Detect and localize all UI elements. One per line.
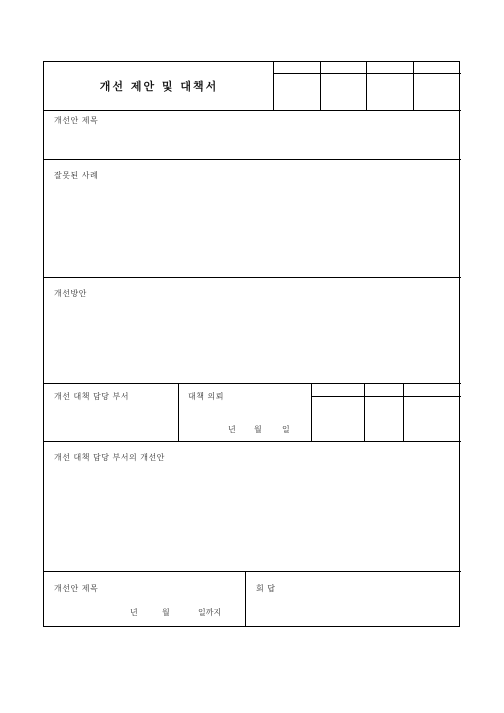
request-date [228, 424, 308, 434]
bottom-title-label: 개선안 제목 [54, 584, 99, 593]
title-divider [273, 62, 274, 110]
deadline-year: 년 [130, 608, 138, 617]
form-frame [43, 61, 460, 627]
form-title: 개선 제안 및 대책서 [99, 80, 219, 93]
request-approval-col-1 [311, 383, 312, 441]
request-day: 일 [282, 425, 290, 434]
reply-label: 회 답 [256, 584, 276, 593]
dept-improvement-label: 개선 대책 담당 부서의 개선안 [54, 453, 165, 462]
deadline-month: 월 [162, 608, 170, 617]
approval-col-1 [320, 62, 321, 110]
dept-divider [178, 383, 179, 441]
request-month: 월 [254, 425, 262, 434]
request-approval-col-3 [403, 383, 404, 441]
request-label: 대책 의뢰 [188, 392, 224, 401]
wrong-case-label: 잘못된 사례 [54, 171, 99, 180]
improvement-plan-label: 개선방안 [54, 289, 87, 298]
improvement-title-label: 개선안 제목 [54, 116, 99, 125]
approval-header-line [273, 73, 461, 74]
deadline-date [130, 607, 240, 617]
reply-divider [245, 571, 246, 627]
row-line-3 [44, 277, 461, 278]
approval-col-2 [366, 62, 367, 110]
row-line-6 [44, 571, 461, 572]
row-line-1 [44, 110, 461, 111]
deadline-day: 일까지 [198, 608, 222, 617]
row-line-2 [44, 159, 461, 160]
request-approval-header [311, 396, 461, 397]
request-approval-col-2 [364, 383, 365, 441]
row-line-4 [44, 383, 461, 384]
request-year: 년 [228, 425, 236, 434]
row-line-5 [44, 441, 461, 442]
approval-col-3 [413, 62, 414, 110]
dept-label: 개선 대책 담당 부서 [54, 392, 129, 401]
